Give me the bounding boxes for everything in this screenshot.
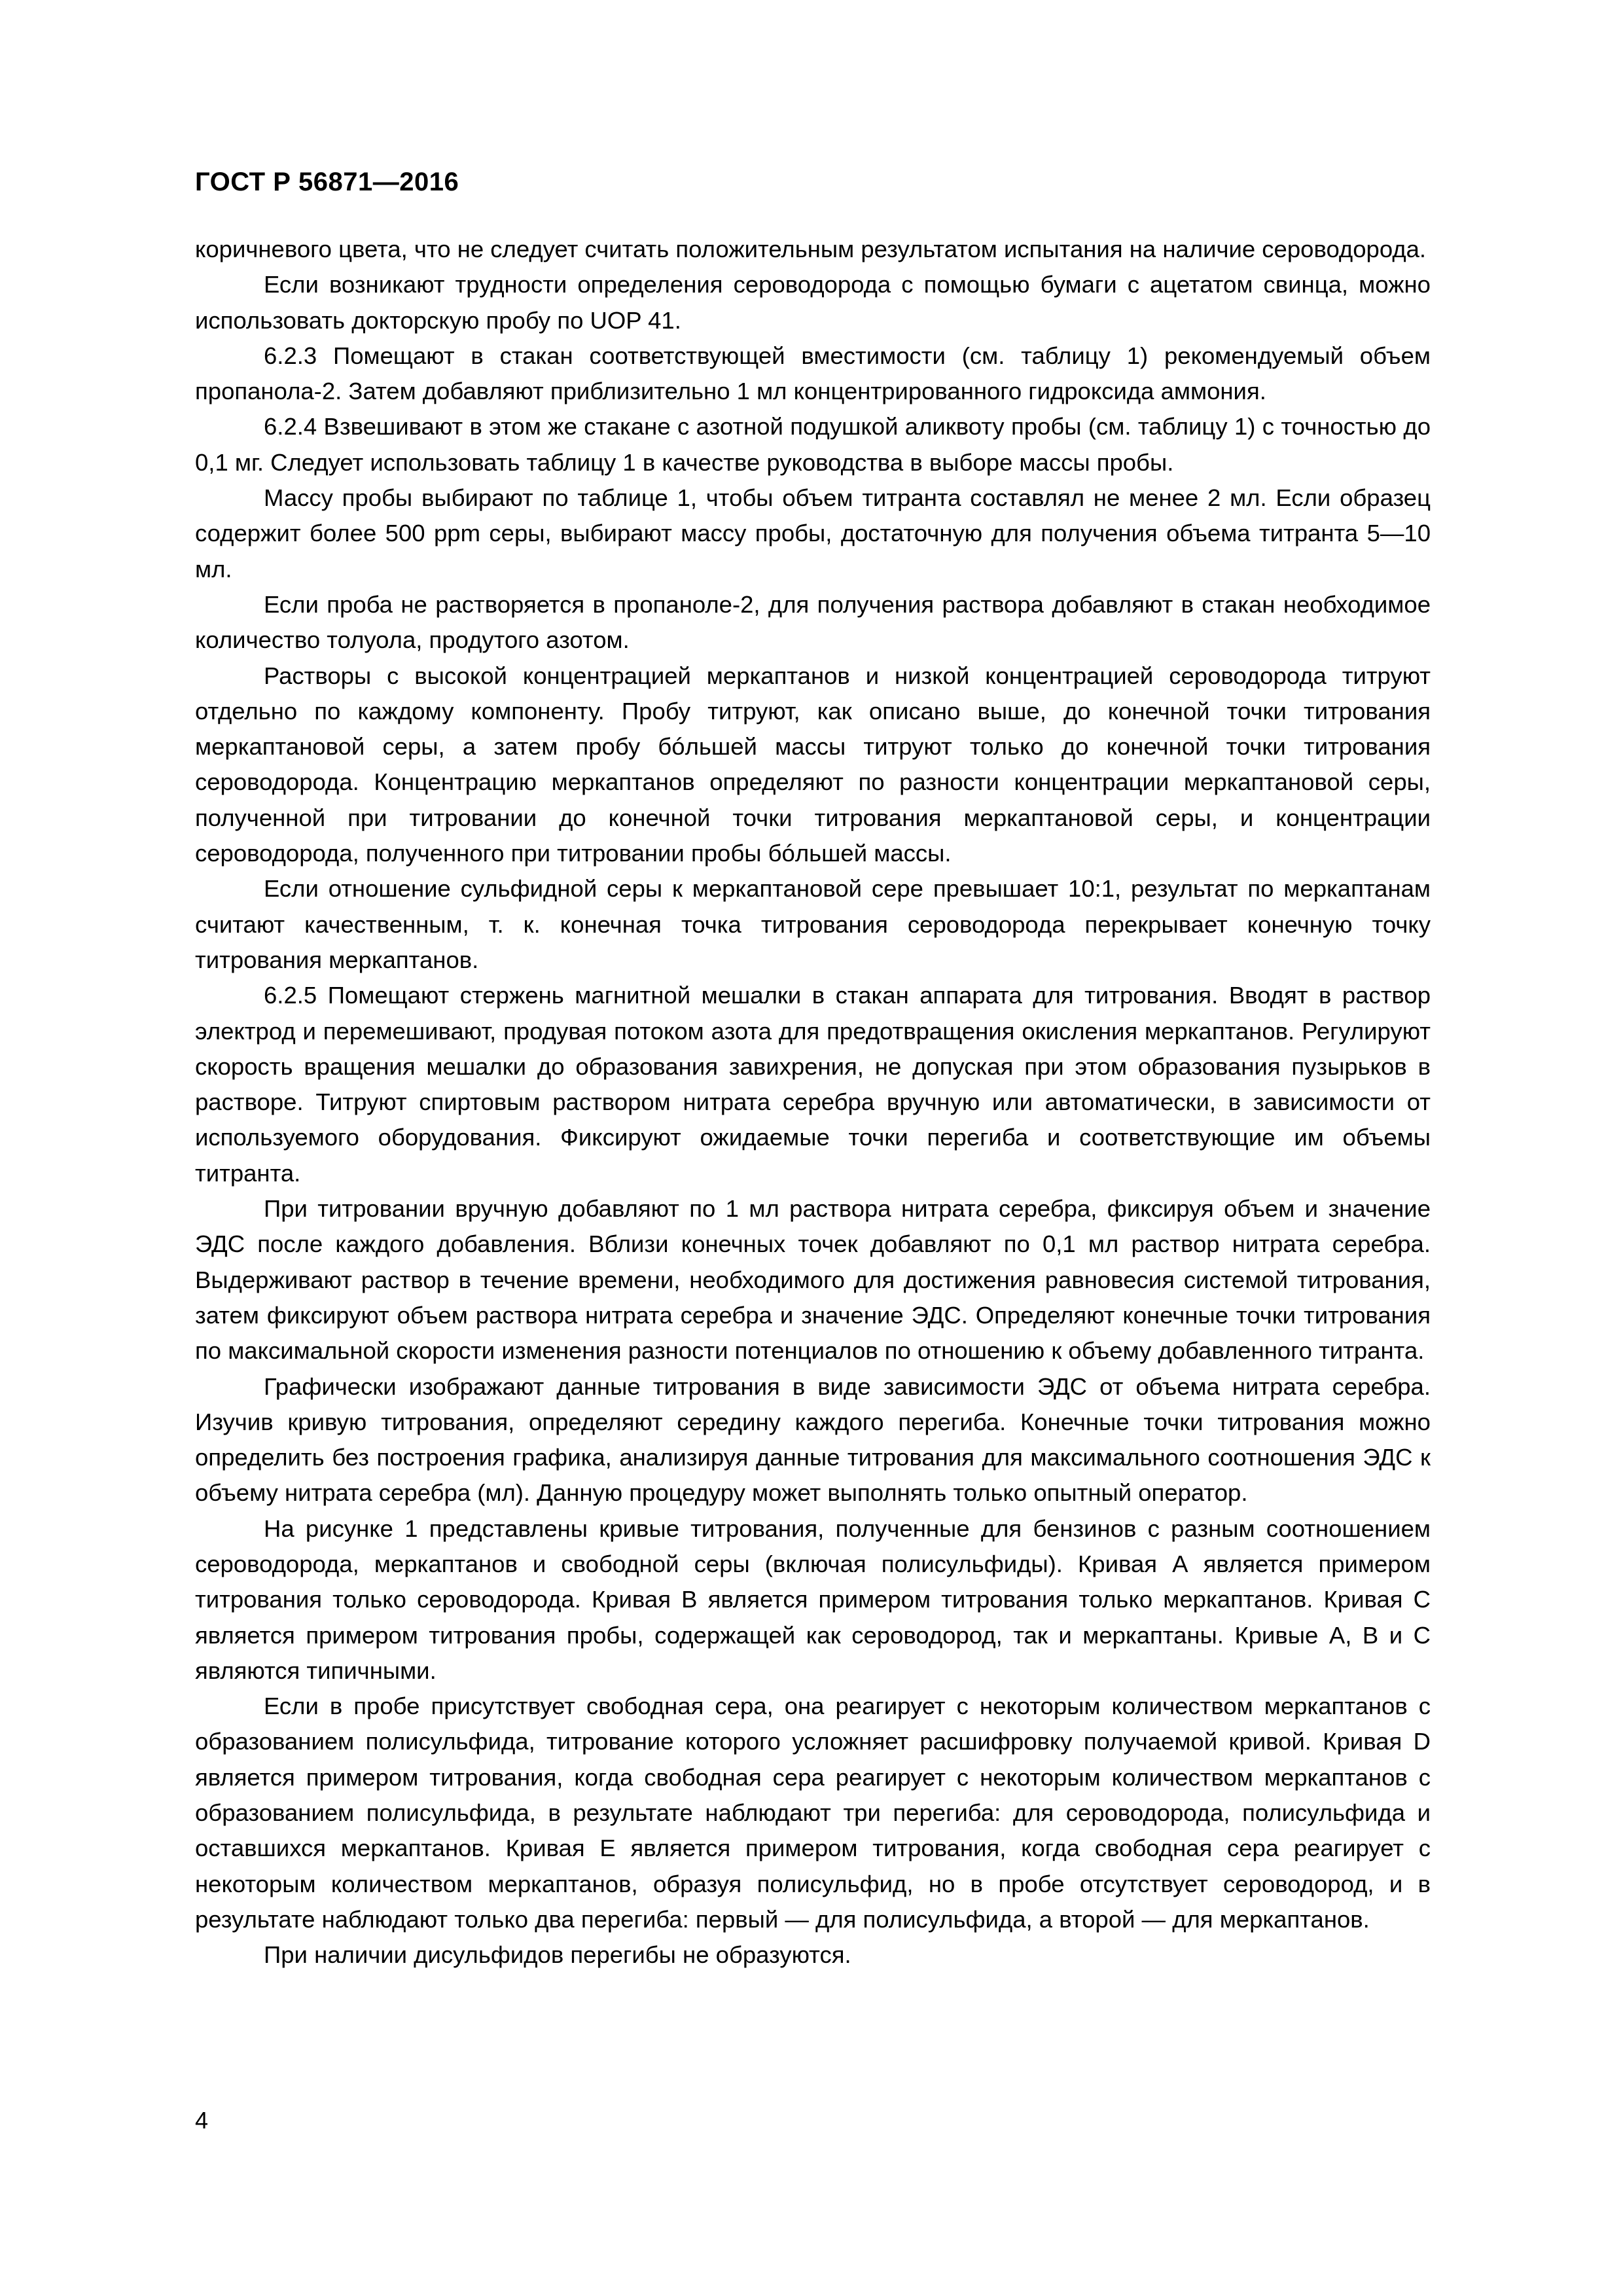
paragraph-separate-titration: Растворы с высокой концентрацией меркаптанов и низкой концентрацией сероводорода титруют отдельно по каждому компоненту. Пробу титруют, как описано выше, до конечной точки титрования меркаптановой серы, а затем пробу бóльшей массы титруют только до конечной точки титрования сероводорода. Концентрацию меркаптанов определяют по разности концентрации меркаптановой серы, полученной при титровании до конечной точки титрования меркаптановой серы, и концентрации сероводорода, полученного при титровании пробы бóльшей массы. bbox=[195, 662, 1431, 867]
standard-designation: ГОСТ Р 56871—2016 bbox=[195, 168, 459, 196]
paragraph-6-2-3: 6.2.3 Помещают в стакан соответствующей вместимости (см. таблицу 1) рекомендуемый объем пропанола-2. Затем добавляют приблизительно 1 мл концентрированного гидроксида аммония. bbox=[195, 342, 1431, 405]
paragraph-graphing: Графически изображают данные титрования в виде зависимости ЭДС от объема нитрата серебра. Изучив кривую титрования, определяют середину каждого перегиба. Конечные точки титрования можно определить без построения графика, анализируя данные титрования для максимального соотношения ЭДС к объему нитрата серебра (мл). Данную процедуру может выполнять только опытный оператор. bbox=[195, 1372, 1431, 1507]
paragraph-figure-1: На рисунке 1 представлены кривые титрования, полученные для бензинов с разным соотношением сероводорода, меркаптанов и свободной серы (включая полисульфиды). Кривая А является примером титрования только сероводорода. Кривая В является примером титрования только меркаптанов. Кривая С является примером титрования пробы, содержащей как сероводород, так и меркаптаны. Кривые А, В и С являются типичными. bbox=[195, 1515, 1431, 1684]
paragraph-lead-acetate-note: Если возникают трудности определения сероводорода с помощью бумаги с ацетатом свинца, можно использовать докторскую пробу по UOP 41. bbox=[195, 271, 1431, 334]
page-number: 4 bbox=[195, 2107, 209, 2134]
paragraph-disulfides: При наличии дисульфидов перегибы не образуются. bbox=[264, 1941, 851, 1969]
body-text bbox=[195, 232, 1431, 1973]
paragraph-sulfide-ratio: Если отношение сульфидной серы к меркаптановой сере превышает 10:1, результат по меркаптанам считают качественным, т. к. конечная точка титрования сероводорода перекрывает конечную точку титрования меркаптанов. bbox=[195, 875, 1431, 973]
paragraph-6-2-4: 6.2.4 Взвешивают в этом же стакане с азотной подушкой аликвоту пробы (см. таблицу 1) с точностью до 0,1 мг. Следует использовать таблицу 1 в качестве руководства в выборе массы пробы. bbox=[195, 413, 1431, 476]
paragraph-continuation: коричневого цвета, что не следует считать положительным результатом испытания на наличие сероводорода. bbox=[195, 236, 1427, 262]
paragraph-manual-titration: При титровании вручную добавляют по 1 мл раствора нитрата серебра, фиксируя объем и значение ЭДС после каждого добавления. Вблизи конечных точек добавляют по 0,1 мл раствор нитрата серебра. Выдерживают раствор в течение времени, необходимого для достижения равновесия системой титрования, затем фиксируют объем раствора нитрата серебра и значение ЭДС. Определяют конечные точки титрования по максимальной скорости изменения разности потенциалов по отношению к объему добавленного титранта. bbox=[195, 1195, 1431, 1365]
paragraph-sample-mass: Массу пробы выбирают по таблице 1, чтобы объем титранта составлял не менее 2 мл. Если образец содержит более 500 ppm серы, выбирают массу пробы, достаточную для получения объема титранта 5—10 мл. bbox=[195, 484, 1431, 583]
paragraph-free-sulfur: Если в пробе присутствует свободная сера, она реагирует с некоторым количеством меркаптанов с образованием полисульфида, титрование которого усложняет расшифровку получаемой кривой. Кривая D является примером титрования, когда свободная сера реагирует с некоторым количеством меркаптанов с образованием полисульфида, в результате наблюдают три перегиба: для сероводорода, полисульфида и оставшихся меркаптанов. Кривая Е является примером титрования, когда свободная сера реагирует с некоторым количеством меркаптанов, образуя полисульфид, но в пробе отсутствует сероводород, и в результате наблюдают только два перегиба: первый — для полисульфида, а второй — для меркаптанов. bbox=[195, 1693, 1431, 1933]
paragraph-toluene: Если проба не растворяется в пропаноле-2, для получения раствора добавляют в стакан необходимое количество толуола, продутого азотом. bbox=[195, 590, 1431, 654]
paragraph-6-2-5: 6.2.5 Помещают стержень магнитной мешалки в стакан аппарата для титрования. Вводят в раствор электрод и перемешивают, продувая потоком азота для предотвращения окисления меркаптанов. Регулируют скорость вращения мешалки до образования завихрения, не допуская при этом образования пузырьков в растворе. Титруют спиртовым раствором нитрата серебра вручную или автоматически, в зависимости от используемого оборудования. Фиксируют ожидаемые точки перегиба и соответствующие им объемы титранта. bbox=[195, 982, 1431, 1187]
